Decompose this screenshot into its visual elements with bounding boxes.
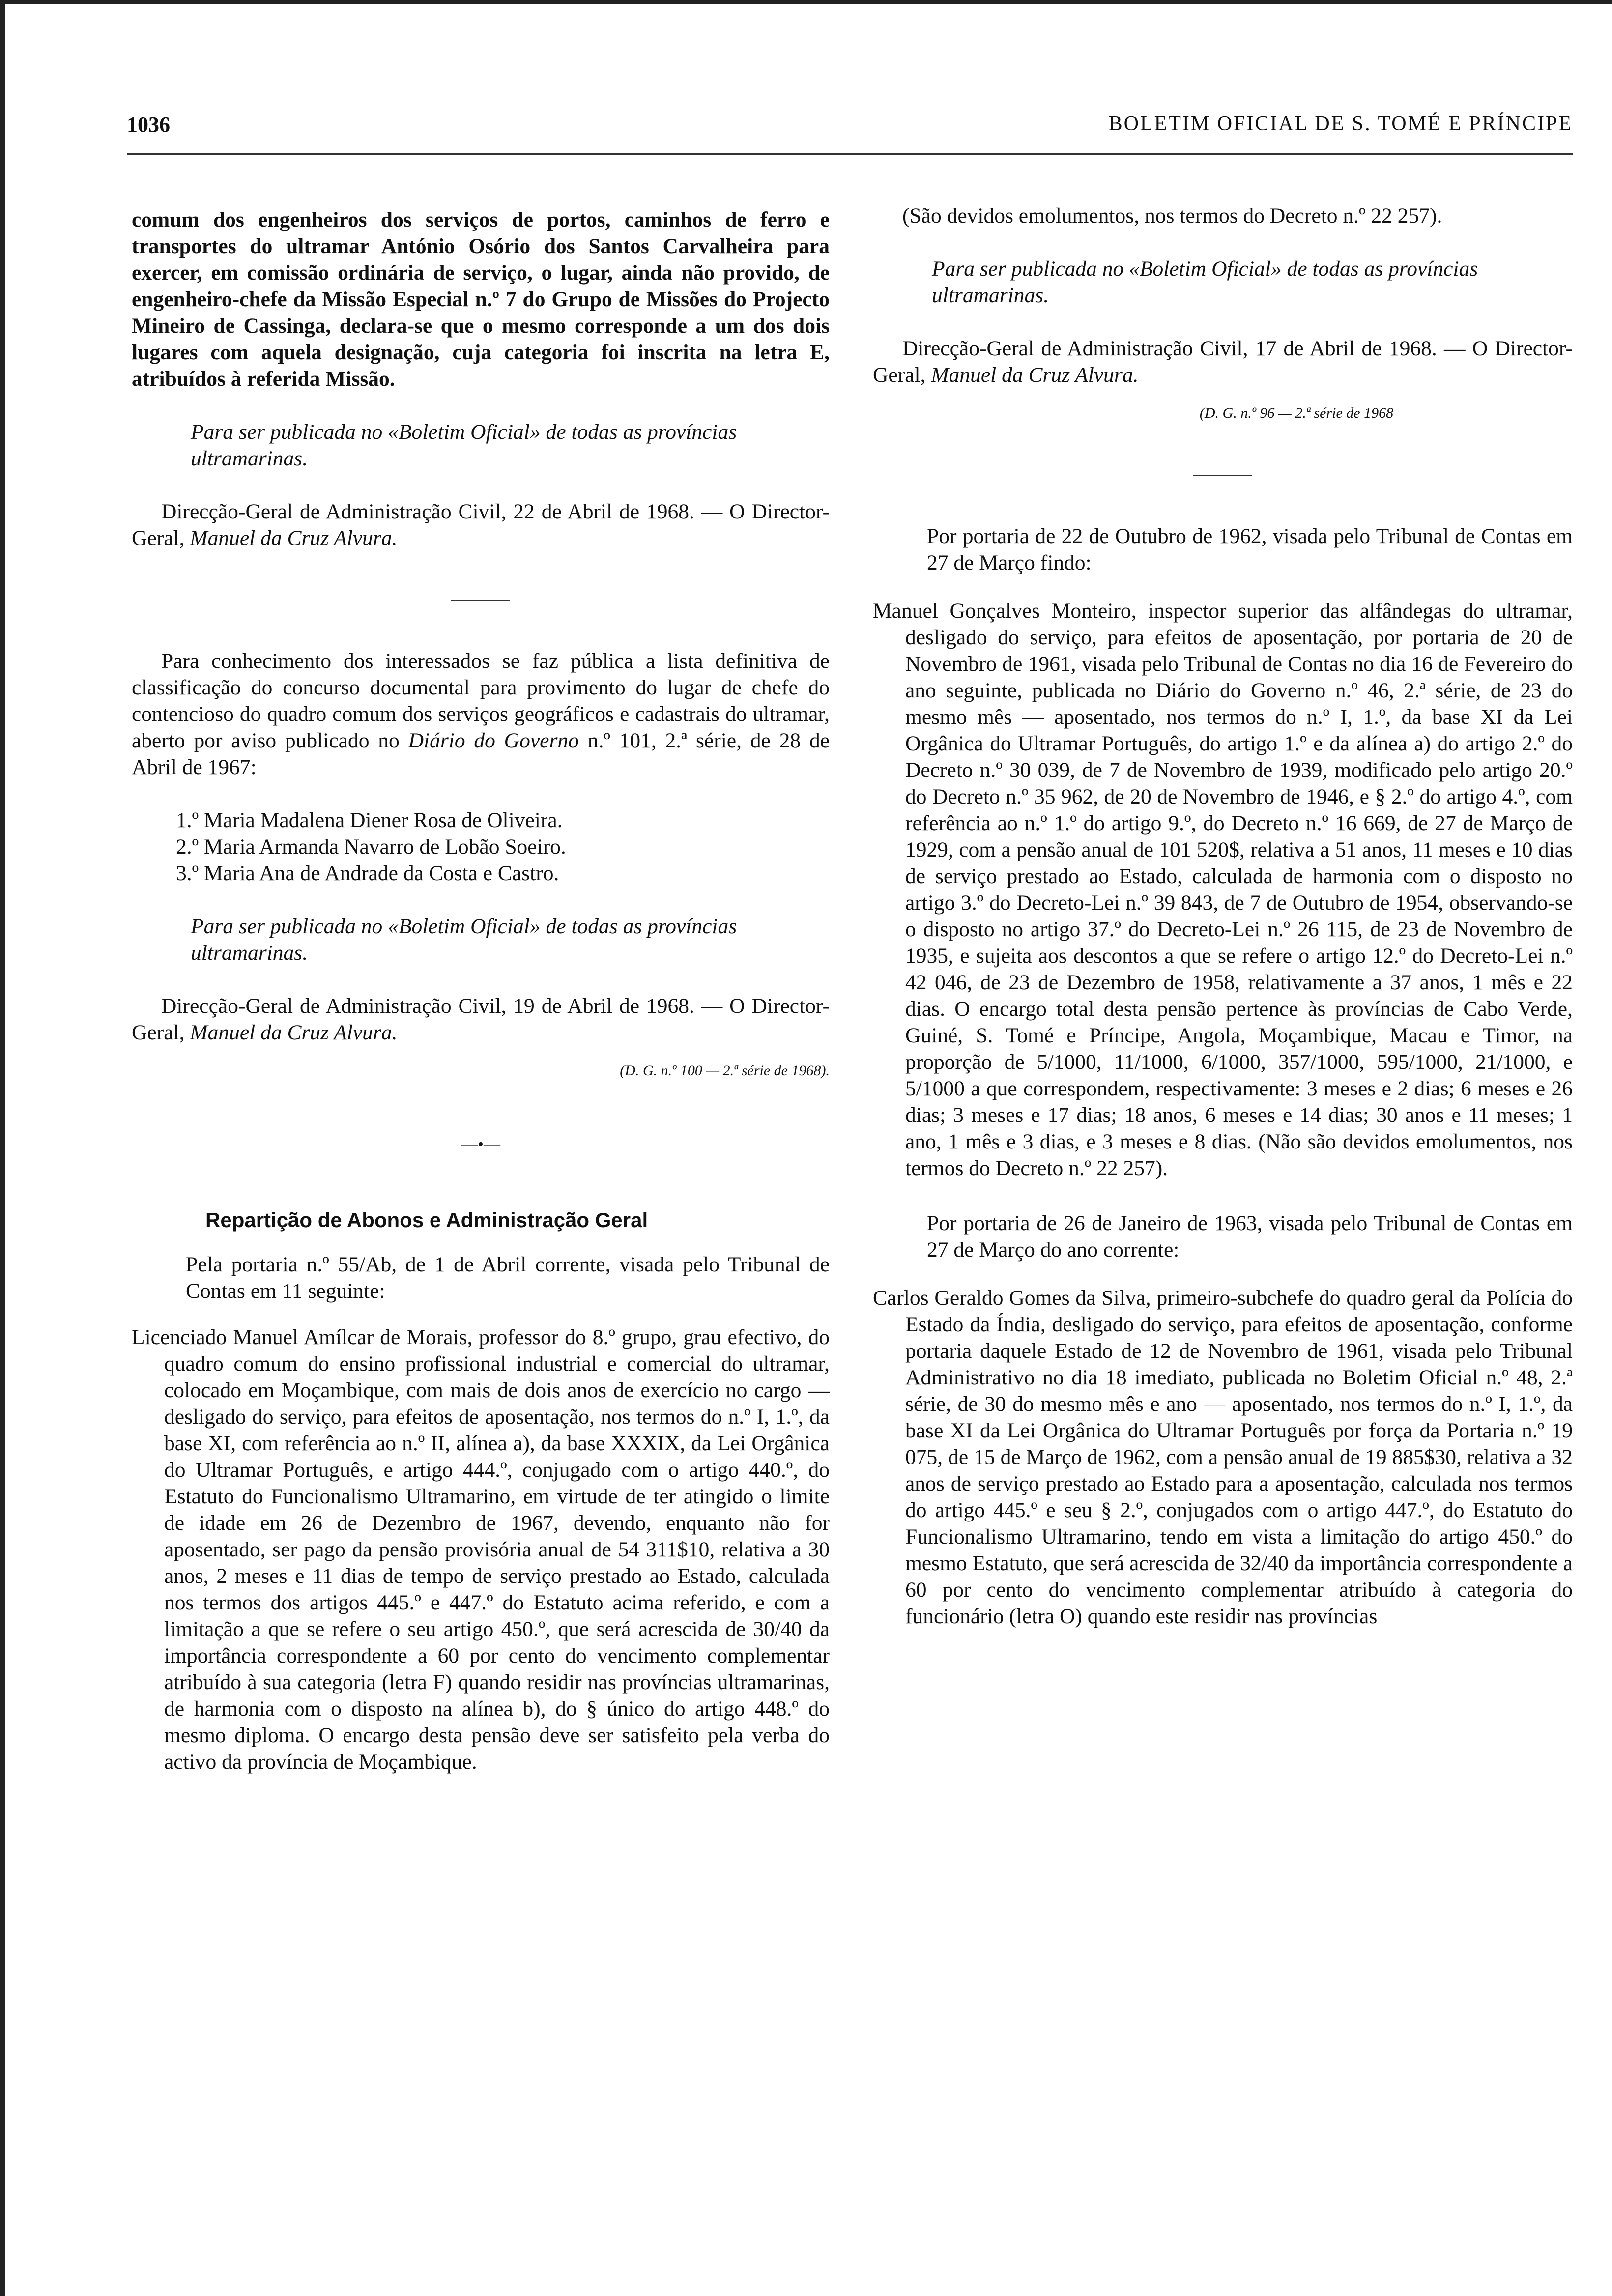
publication-note: Para ser publicada no «Boletim Oficial» de todas as províncias ultramarinas. [932,257,1478,307]
signature-line [873,335,1573,388]
signature-line [132,498,830,551]
diario-reference: (D. G. n.º 100 — 2.ª série de 1968). [620,1062,830,1079]
left-paragraph-continuation: comum dos engenheiros dos serviços de portos, caminhos de ferro e transportes do ultramar António Osório dos Santos Carvalheira para exercer, em comissão ordinária de serviço, o lugar, ainda não provido, de engenheiro-chefe da Missão Especial n.º 7 do Grupo de Missões do Projecto Mineiro de Cassinga, declara-se que o mesmo corresponde a um dos dois lugares com aquela designação, cuja categoria foi inscrita na letra E, atribuídos à referida Missão. [132,208,830,391]
portaria-body: Licenciado Manuel Amílcar de Morais, professor do 8.º grupo, grau efectivo, do quadro comum do ensino profissional industrial e comercial do ultramar, colocado em Moçambique, com mais de dois anos de exercício no cargo — desligado do serviço, para efeitos de aposentação, nos termos do n.º I, 1.º, da base XI, com referência ao n.º II, alínea a), da base XXXIX, da Lei Orgânica do Ultramar Português, e artigo 444.º, conjugado com o artigo 440.º, do Estatuto do Funcionalismo Ultramarino, em virtude de ter atingido o limite de idade em 26 de Dezembro de 1967, devendo, enquanto não for aposentado, ser pago da pensão provisória anual de 54 311$10, relativa a 30 anos, 2 meses e 11 dias de tempo de serviço prestado ao Estado, calculada nos termos dos artigos 445.º e 447.º do Estatuto acima referido, e com a limitação a que se refere o seu artigo 450.º, que será acrescida de 30/40 da importância correspondente a 60 por cento do vencimento complementar atribuído à sua categoria (letra F) quando residir nas províncias ultramarinas, de harmonia com o disposto na alínea b), do § único do artigo 448.º do mesmo diploma. O encargo desta pensão deve ser satisfeito pela verba do activo da província de Moçambique. [132,1325,830,1774]
signature-text: Direcção-Geral de Administração Civil, 22 de Abril de 1968. — O Director-Geral, [132,500,830,550]
signature-name: Manuel da Cruz Alvura. [931,363,1139,387]
notice-diario: Diário do Governo [408,729,579,752]
notice-text: Para conhecimento dos interessados se faz pública a lista definitiva de classificação do concurso documental para provimento do lugar de chefe do contencioso do quadro comum dos serviços geográficos e cadastrais do ultramar, aberto por aviso publicado no [132,649,830,752]
signature-name: Manuel da Cruz Alvura. [190,526,398,550]
portaria-intro: Pela portaria n.º 55/Ab, de 1 de Abril corrente, visada pelo Tribunal de Contas em 11 seguinte: [186,1253,830,1303]
signature-name: Manuel da Cruz Alvura. [190,1021,398,1044]
classification-list [132,807,830,887]
list-item: 1.º Maria Madalena Diener Rosa de Oliveira. [176,808,563,832]
page-number: 1036 [127,113,170,137]
list-item: 3.º Maria Ana de Andrade da Costa e Castro. [176,861,559,885]
diario-reference: (D. G. n.º 96 — 2.ª série de 1968 [1199,405,1394,421]
ornament-separator: —•— [461,1135,500,1153]
portaria-intro: Por portaria de 26 de Janeiro de 1963, visada pelo Tribunal de Contas em 27 de Março do ano corrente: [927,1211,1573,1262]
header-rule [127,153,1573,155]
notice-paragraph [132,648,830,780]
right-column [873,202,1573,1630]
section-separator [1193,475,1252,476]
publication-note: Para ser publicada no «Boletim Oficial» de todas as províncias ultramarinas. [191,915,737,965]
signature-text: Direcção-Geral de Administração Civil, 19 de Abril de 1968. — O Director-Geral, [132,994,830,1044]
publication-note: Para ser publicada no «Boletim Oficial» de todas as províncias ultramarinas. [191,420,737,470]
portaria-body: Manuel Gonçalves Monteiro, inspector superior das alfândegas do ultramar, desligado do serviço, para efeitos de aposentação, por portaria de 20 de Novembro de 1961, visada pelo Tribunal de Contas no dia 16 de Fevereiro do ano seguinte, publicada no Diário do Governo n.º 46, 2.ª série, de 23 do mesmo mês — aposentado, nos termos do n.º I, 1.º, da base XI da Lei Orgânica do Ultramar Português, do artigo 1.º e da alínea a) do artigo 2.º do Decreto n.º 30 039, de 7 de Novembro de 1939, modificado pelo artigo 20.º do Decreto n.º 35 962, de 20 de Novembro de 1946, e § 2.º do artigo 4.º, com referência ao n.º 1.º do artigo 9.º, do Decreto n.º 16 669, de 27 de Março de 1929, com a pensão anual de 101 520$, relativa a 51 anos, 11 meses e 10 dias de serviço prestado ao Estado, calculada de harmonia com o disposto no artigo 3.º do Decreto-Lei n.º 39 843, de 7 de Outubro de 1954, observando-se o disposto no artigo 37.º do Decreto-Lei n.º 26 115, de 23 de Novembro de 1935, e sujeita aos descontos a que se refere o artigo 12.º do Decreto-Lei n.º 42 046, de 23 de Dezembro de 1958, relativamente a 37 anos, 1 mês e 22 dias. O encargo total desta pensão pertence às províncias de Cabo Verde, Guiné, S. Tomé e Príncipe, Angola, Moçambique, Macau e Timor, na proporção de 5/1000, 11/1000, 6/1000, 357/1000, 595/1000, 21/1000, e 5/1000 a que correspondem, respectivamente: 3 meses e 2 dias; 6 meses e 26 dias; 3 meses e 17 dias; 18 anos, 6 meses e 14 dias; 30 anos e 11 meses; 1 ano, 1 mês e 3 dias, e 3 meses e 8 dias. (Não são devidos emolumentos, nos termos do Decreto n.º 22 257). [873,599,1573,1180]
left-column [132,206,830,1775]
signature-text: Direcção-Geral de Administração Civil, 17 de Abril de 1968. — O Director-Geral, [873,337,1573,387]
running-title: BOLETIM OFICIAL DE S. TOMÉ E PRÍNCIPE [1108,113,1573,135]
list-item: 2.º Maria Armanda Navarro de Lobão Soeiro. [176,835,566,859]
section-separator [451,600,510,601]
signature-line [132,993,830,1046]
page-border-left [0,0,5,2296]
emolument-note: (São devidos emolumentos, nos termos do Decreto n.º 22 257). [902,204,1442,228]
page-border-top [0,0,1612,4]
portaria-body: Carlos Geraldo Gomes da Silva, primeiro-subchefe do quadro geral da Polícia do Estado da Índia, desligado do serviço, para efeitos de aposentação, conforme portaria daquele Estado de 12 de Novembro de 1961, visada pelo Tribunal Administrativo no dia 18 imediato, publicada no Boletim Oficial n.º 48, 2.ª série, de 30 do mesmo mês e ano — aposentado, nos termos do n.º I, 1.º, da base XI da Lei Orgânica do Ultramar Português por força da Portaria n.º 19 075, de 15 de Março de 1962, com a pensão anual de 19 885$30, relativa a 32 anos de serviço prestado ao Estado para a aposentação, calculada nos termos do artigo 445.º e seu § 2.º, conjugados com o artigo 447.º, do Estatuto do Funcionalismo Ultramarino, tendo em vista a limitação do artigo 450.º do mesmo Estatuto, que será acrescida de 32/40 da importância correspondente a 60 por cento do vencimento complementar atribuído à categoria do funcionário (letra O) quando este residir nas províncias [873,1286,1573,1628]
notice-tail: n.º 101, 2.ª série, de 28 de Abril de 1967: [132,729,830,779]
page-header [127,112,1573,142]
section-heading: Repartição de Abonos e Administração Geral [205,1208,648,1232]
portaria-intro: Por portaria de 22 de Outubro de 1962, visada pelo Tribunal de Contas em 27 de Março findo: [927,524,1573,574]
